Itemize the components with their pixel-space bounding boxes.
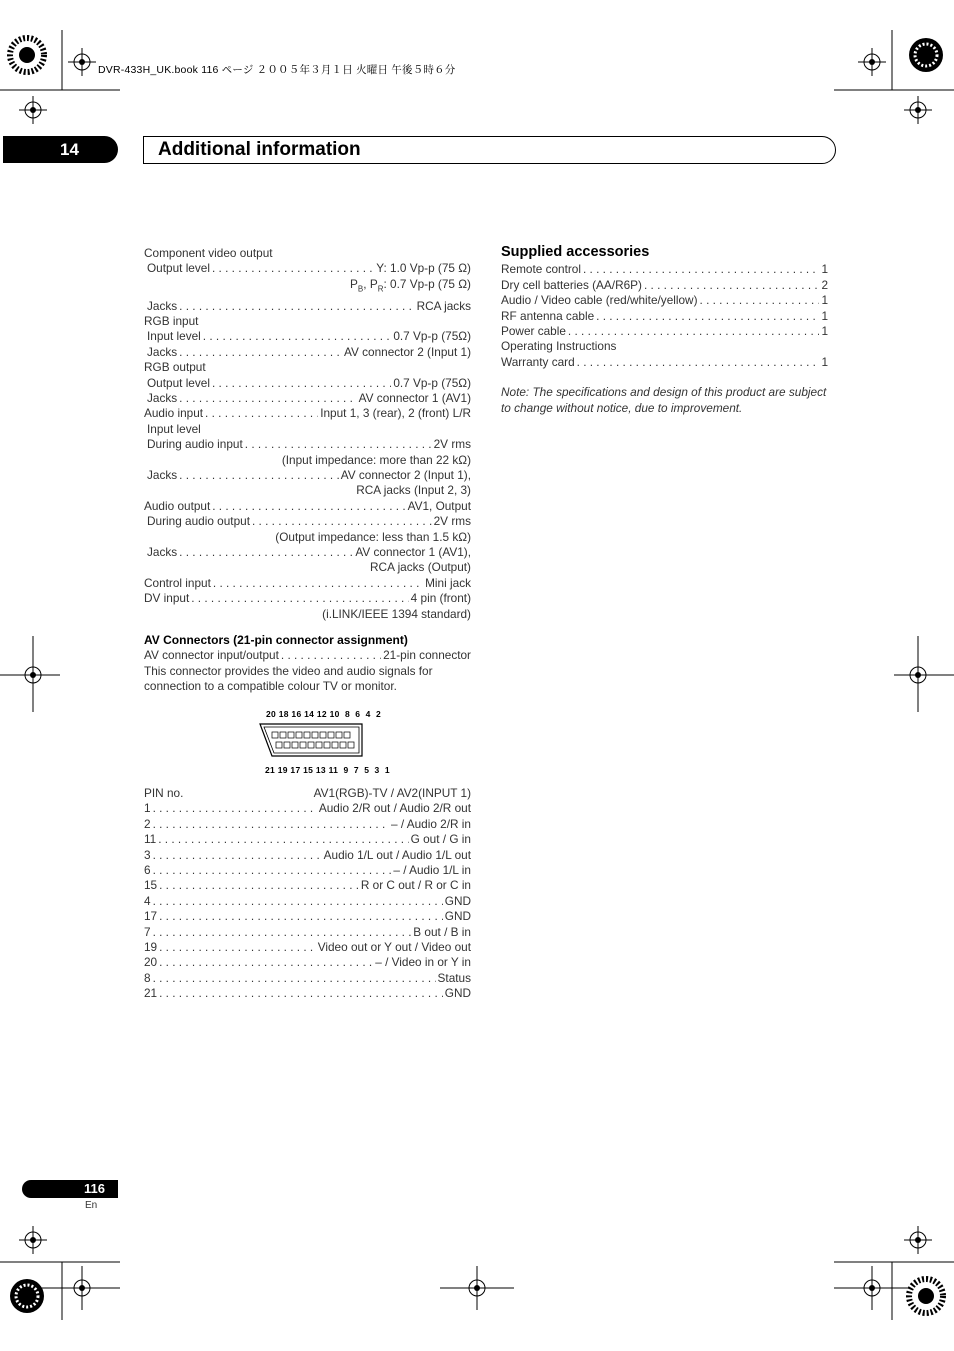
spec-row: Output level . . . Y: 1.0 Vp-p (75 Ω) xyxy=(144,261,471,276)
scart-connector-icon xyxy=(258,722,364,762)
input-impedance: (Input impedance: more than 22 kΩ) xyxy=(281,452,471,467)
pin-table-header: PIN no. AV1(RGB)-TV / AV2(INPUT 1) xyxy=(144,786,471,800)
spec-row: Jacks . . . AV connector 1 (AV1), xyxy=(144,545,471,560)
pin-row: 6 . . . – / Audio 1/L in xyxy=(144,863,471,878)
chapter-number: 14 xyxy=(60,140,79,159)
operating-instructions-item: Operating Instructions xyxy=(501,339,617,354)
accessory-row: Power cable . . . 1 xyxy=(501,324,828,339)
spec-row: Jacks . . . RCA jacks xyxy=(144,299,471,314)
pin-row: 19 . . . Video out or Y out / Video out xyxy=(144,940,471,955)
spec-row: Jacks . . . AV connector 1 (AV1) xyxy=(144,391,471,406)
pin-row: 21 . . . GND xyxy=(144,986,471,1001)
pin-row: 15 . . . R or C out / R or C in xyxy=(144,878,471,893)
spec-row: AV connector input/output . . . 21-pin connector xyxy=(144,648,471,663)
spec-note: Note: The specifications and design of this product are subject to change without notice, due to improvement. xyxy=(501,385,827,416)
pin-row: 20 . . . – / Video in or Y in xyxy=(144,955,471,970)
rgb-input-heading: RGB input xyxy=(144,313,199,328)
spec-row: Audio output . . . AV1, Output xyxy=(144,499,471,514)
av-connectors-heading: AV Connectors (21-pin connector assignment) xyxy=(144,633,408,647)
spec-row: DV input . . . 4 pin (front) xyxy=(144,591,471,606)
input-level-heading: Input level xyxy=(147,421,201,436)
language-code: En xyxy=(85,1200,98,1211)
pin-assignment-table xyxy=(144,786,471,1002)
spec-row: Control input . . . Mini jack xyxy=(144,576,471,591)
spec-row: Output level . . . 0.7 Vp-p (75Ω) xyxy=(144,376,471,391)
chapter-title: Additional information xyxy=(158,139,361,160)
scart-bottom-pin-numbers: 21 19 17 15 13 11 9 7 5 3 1 xyxy=(265,765,390,775)
component-video-heading: Component video output xyxy=(144,246,273,260)
accessories-column xyxy=(501,245,828,416)
spec-row: During audio output . . . 2V rms xyxy=(144,514,471,529)
pin-row: 17 . . . GND xyxy=(144,909,471,924)
book-file-header: DVR-433H_UK.book 116 ページ ２００５年３月１日 火曜日 午後５時６分 xyxy=(98,64,456,76)
spec-row: During audio input . . . 2V rms xyxy=(144,437,471,452)
pin-row: 7 . . . B out / B in xyxy=(144,925,471,940)
pin-row: 3 . . . Audio 1/L out / Audio 1/L out xyxy=(144,848,471,863)
accessories-heading: Supplied accessories xyxy=(501,244,650,260)
spec-value-cont: RCA jacks (Output) xyxy=(370,560,471,575)
av-connector-desc: connection to a compatible colour TV or monitor. xyxy=(144,679,397,694)
accessory-row: Warranty card . . . 1 xyxy=(501,355,828,370)
pin-row: 1 . . . Audio 2/R out / Audio 2/R out xyxy=(144,801,471,816)
accessory-row: Dry cell batteries (AA/R6P) . . . 2 xyxy=(501,278,828,293)
spec-value-cont: RCA jacks (Input 2, 3) xyxy=(356,483,471,498)
page-number: 116 xyxy=(84,1181,105,1196)
accessory-row: Audio / Video cable (red/white/yellow) . . . 1 xyxy=(501,293,828,308)
rgb-output-heading: RGB output xyxy=(144,360,206,375)
accessory-row: RF antenna cable . . . 1 xyxy=(501,309,828,324)
scart-top-pin-numbers: 20 18 16 14 12 10 8 6 4 2 xyxy=(266,709,382,719)
pin-row: 8 . . . Status xyxy=(144,971,471,986)
spec-row: Audio input . . . Input 1, 3 (rear), 2 (front) L/R xyxy=(144,406,471,421)
pin-row: 2 . . . – / Audio 2/R in xyxy=(144,817,471,832)
spec-row: Jacks . . . AV connector 2 (Input 1), xyxy=(144,468,471,483)
spec-column-left xyxy=(144,246,471,622)
pin-row: 4 . . . GND xyxy=(144,894,471,909)
output-impedance: (Output impedance: less than 1.5 kΩ) xyxy=(275,529,471,544)
spec-row: Jacks . . . AV connector 2 (Input 1) xyxy=(144,345,471,360)
accessory-row: Remote control . . . 1 xyxy=(501,262,828,277)
av-connector-desc: This connector provides the video and audio signals for xyxy=(144,663,433,678)
av-connectors-section xyxy=(144,633,471,695)
spec-value-cont: (i.LINK/IEEE 1394 standard) xyxy=(322,606,471,621)
spec-row: Input level . . . 0.7 Vp-p (75Ω) xyxy=(144,329,471,344)
pin-row: 11 . . . G out / G in xyxy=(144,832,471,847)
spec-value-pb-pr: $P_B$, $P_R$: 0.7 Vp-p (75 Ω) xyxy=(350,276,471,294)
